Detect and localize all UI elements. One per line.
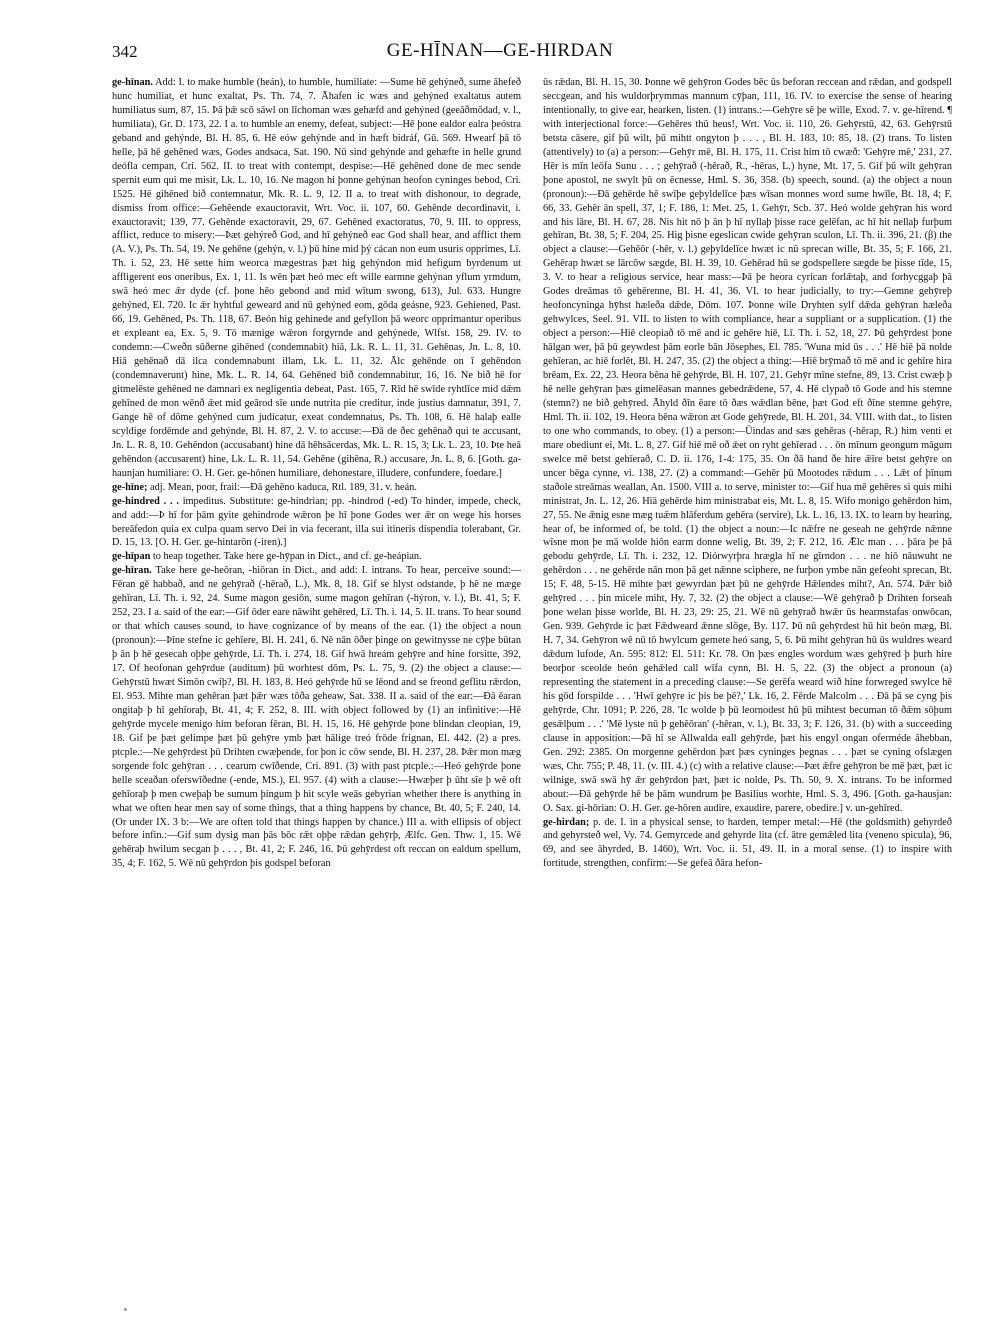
headword: ge-hirdan; [543, 816, 590, 828]
two-column-body [112, 76, 952, 1316]
headword: ge-hīpan [112, 551, 151, 563]
entry-text: adj. Mean, poor, frail:—Ðā gehēno kaduca, Rtl. 189, 31. v. heán. [150, 481, 417, 493]
entry-text: impeditus. Substitute: ge-hindrian; pp. -hindrod (-ed) To hinder, impede, check, and add:—Þ hī for þām gyite gehindrode wǣron þe hī þone Godes wer ǣr on wege his horses bereāfedon quia ex culpa quam servo Dei in via fecerant, illa sui itineris dispendia tolerabant, Gr. D. 15, 13. [O. H. Ger. ge-hintarōn (-iren).] [112, 495, 521, 549]
scan-speck [124, 1308, 127, 1311]
entry-ge-hinan [112, 76, 521, 481]
running-head: GE-HĪNAN—GE-HIRDAN [386, 40, 614, 61]
entry-ge-hipan [112, 550, 521, 564]
entry-text: p. de. I. in a physical sense, to harden, temper metal:—Hē (the goldsmith) gehyrdeð and gehyrsteð wel, Vy. 74. Gemyrcede and gehyrde lita (cf. ātre gemǣled lita (veneno spicula), 96, 69, and see āhyrded, B. 1460), Wrt. Voc. ii. 51, 49. II. in a moral sense. (1) to inspire with fortitude, strengthen, confirm:—Se gefeā ðāra hefon- [543, 816, 952, 870]
headword: ge-hīne; [112, 481, 148, 493]
left-column [112, 76, 521, 1316]
entry-ge-hiran [112, 564, 521, 871]
right-column [543, 76, 952, 1316]
headword: ge-hindred . . . [112, 495, 179, 507]
entry-ge-hine [112, 481, 521, 495]
entry-ge-hindred [112, 495, 521, 551]
entry-text: to heap together. Take here ge-hȳpan in Dict., and cf. ge-heápian. [152, 551, 422, 563]
entry-text: Add: I. to make humble (heán), to humble, humiliate: —Sume hē gehýneð, sume āhefeð hunc humiliat, et hunc exaltat, Ps. Th. 74, 7. Āhafen ic wæs and gehýned exaltatus autem humiliatus sum, 87, 15. Þā þǣ scō sāwl on līchoman wæs gehæfd and gehýned (geeāðmōdad, v. l., humiliata), Gr. D. 173, 22. I a. to humble an enemy, defeat, subject:—Hē þone ealdor ealra þeóstra geband and gehýnde, Bl. H. 85, 6. Hē eów gehýnde and in hæft bidráf, Gū. 569. Hwearf þā tō helle, þā hē gehēned wæs, Godes andsaca, Sat. 190. Nū sind gehýnde and gehæfte in helle grund deófla cempan, Cri. 562. II. to treat with contempt, despise:—Hē gehēned done de mec sende spernit eum qui me misit, Lk. L. 10, 16. Ne magon hi þonne gehýnan heofon cyninges bebod, Cri. 1525. Hē gihēned bið contemnatur, Mk. R. L. 9, 12. II a. to treat with dishonour, to degrade, dismiss from office:—Gehēende exauctoravit, Wrt. Voc. ii. 107, 60. Gehēnde decordinavit, i. exauctoravit; 139, 77. Gehēnde exactoravit, 29, 67. Gehēned exactoratus, 70, 9. III. to oppress, afflict, reduce to misery:—Þæt gehýreð God, and hī gehýneð eac God shall hear, and afflict them (A. V.), Ps. Th. 54, 19. Ne gehēne (gehýn, v. l.) þū hine mid þý cácan non eum usuris opprimes, Lī. Th. i. 52, 23. Hē sette him weorca mægestras þæt hig gehýndon mid hefigum byrdenum ut affligerent eos oneribus, Ex. 1, 11. Is wēn þæt heó mec eft wille earmne gehýnan yflum yrmdum, swā heó mec ǣr dyde (cf. þone hēo gebond and mid wītum swong, 613), Jul. 633. Hungre gehýned, El. 720. Ic ǣr hyhtful geweard and nū gehýned eom, gōda geásne, 923. Gehiened, Past. 66, 19. Gehēned, Ps. Th. 118, 67. Beón hig gehinede and gefyllon þā weorc opprimantur operibus et expleant ea, Ex. 5, 9. Tō mænige wǣron forgyrnde and gehýnede, Wlfst. 158, 29. IV. to condemn:—Cweðn sūðerne gihēned (condemnabit) hiā, Lk. R. L. 11, 31. Gehēnas, Jn. L. 8, 10. Hiā gehēnað dā ilca condemnabunt illam, Lk. L. 11, 32. Ālc gehēnde on ī gehēndon (condemnaverunt) hine, Mk. L. R. 14, 64. Gehēned bið condemnabitur, 16, 16. Ne bið hē for gitmelēste gehēned ne damnari ex negligentia debeat, Past. 165, 7. Rīd hē swīde ryhtlīce mid dǣm gehīned de mon wēnð ǣet mid geārod sīe unde nutrita pie creditur, inde justius damnatur, 391, 7. Gange hē of dōme gehýned cum judicatur, exeat condemnatus, Ps. Th. 108, 6. Hē halaþ ealle scyldige fordēmde and gehýnde, Bl. H. 87, 2. V. to accuse:—Ðā de ðec gehēnað qui te accusant, Jn. L. R. 8, 10. Gehēndon (accusabant) hine dā hēhsācerdas, Mk. L. R. 15, 3; Lk. L. 23, 10. Þte heā gehēndon (accusarent) hine, Lk. L. R. 11, 54. Gehēne (gihēna, R.) accusare, Jn. L. 8, 6. [Goth. ga-haunjan humiliare: O. H. Ger. ge-hōnen humiliare, dehonestare, illudere, confundere, foedare.] [112, 77, 521, 479]
headword: ge-hīnan. [112, 77, 153, 88]
entry-text: Take here ge-heōran, -hiōran in Dict., and add: I. intrans. To hear, perceive sound:—Fēran gē habbað, and ne gehȳrað (-hērað, L.), Mk. 8, 18. Gif se hlyst odstande, þ hē ne mæge gehīran, Lī. Th. i. 92, 24. Sume magon gesiōn, sume magon gehīran (-hýron, v. l.), Bt. 41, 5; F. 252, 23. I a. said of the ear:—Gif ōder eare nāwiht gehēred, Lī. Th. i. 14, 5. II. trans. To hear sound or that which causes sound, to have cognizance of by means of the ear. (1) the object a noun (pronoun):—Þīne stefne ic gehīere, Bl. H. 241, 6. Nē nān ōðer þinge on gewitnysse ne cȳþe būtan þ ān þ hē gesecah oþþe gehȳrde, Lī. Th. i. 274, 18. Gif hwā hreám gehȳre and hine forsitte, 392, 17. Of heofonan gehȳrdue (auditum) þū worhtest dōm, Ps. L. 75, 9. (2) the object a clause:—Gehȳrstū hwæt Simōn cwiþ?, Bl. H. 183, 8. Heó gehȳrde hū se lēond and se freond geflitu rǣrdon, El. 953. Mihte man gehēran þæt þǣr wæs tōða geheaw, Sat. 338. II a. said of the ear:—Ðā ēaran ongitaþ þ hī gehīoraþ, Bt. 41, 4; F. 252, 8. III. with object followed by (1) an infinitive:—Hē gehȳrde mycele menigo him beforan fēran, Bl. H. 15, 16. Hē gehȳrde þone blindan cleopian, 19, 18. Gif þe þæt gelimpe þæt þū gehȳre ymb þæt hālige treó frōde frignan, El. 442. (2) a pres. ptcple.:—Ne gehȳrdest þū Drihten cwæþende, for þon ic cōw sende, Bl. H. 237, 28. Þǣr mon mæg sorgende folc gehȳran . . . cearum cwīðende, Cri. 891. (3) with past ptcple.:—Heó gehȳrde þone helle sceaðan oferswīðedne (-ende, MS.), El. 957. (4) with a clause:—Hwæþer þ ūht sīe þ wē oft gehīoraþ þ men cweþaþ be sumum þingum þ hit scyle weās gebyrian whether there is anything in what we often hear men say of some things, that a thing happens by chance, Bt. 40, 5; F. 240, 14. (Or under IX. 3 b:—We are often told that things happen by chance.) III a. with ellipsis of object before infin.:—Gif sum dysig man þās bōc rǣt oþþe rǣdan gehȳrþ, Ælfc. Gen. Thw. 1, 15. Wē gehēraþ hwilum secgan þ . . . , Bt. 41, 2; F. 246, 16. Þū gehȳrdest oft reccan on ealdum spellum, 35, 4; F. 162, 5. Wē nū gehȳrdon þis godspel beforan [112, 565, 521, 870]
headword: ge-hīran. [112, 565, 152, 577]
entry-ge-hirdan [543, 816, 952, 872]
entry-text: ūs rǣdan, Bl. H. 15, 30. Þonne wē gehȳron Godes bēc ūs beforan reccean and rǣdan, and godspell seccgean, and his wuldorþrymmas mannum cȳþan, 111, 16. IV. to exercise the sense of hearing intentionally, to give ear, hearken, listen. (1) intrans.:—Gehȳre sē þe wille, Exod. 7. v. ge-hīrend. ¶ with interjectional force:—Gehēres thū heus!, Wrt. Voc. ii. 110, 26. Gehȳrstū, 42, 63. Gehȳrstū betsta cāsere, gif þū wilt, þū mihtt ongyton þ . . . , Bl. H. 183, 10: 85, 18. (2) trans. To listen (attentively) to (a) a person:—Gehȳr mē, Bl. H. 175, 11. Crist him tō cwæð: 'Gehȳre mē,' 231, 27. Hēr is mīn leōfa Sunu . . . ; gehȳrað (-hērað, R., -hēras, L.) hyne, Mt. 17, 5. Gif þū wilt gehȳran þone apostol, ne swylt þū on ēcnesse, Hml. S. 36, 358. (b) speech, sound. (a) the object a noun (pronoun):—Ðā gehērde hē swīþe geþyldelīce þæs wīsan monnes word sume hwīle, Bt. 18, 4; F. 66, 33. Gehēr ān spell, 37, 1; F. 186, 1: Met. 25, 1. Gehȳr, Scb. 37. Heó wolde gehȳran his word and his lāre, Bl. H. 67, 28. Nis hit nō þ ān þ hī nyllaþ þisse race gelēfan, ac hī hit nellaþ furþum gehīran, Bt. 38, 5; F. 204, 25. Hig þisne egeslican cwide gehȳran sculon, Lī. Th. ii. 396, 21. (β) the object a clause:—Gehēōr (-hēr, v. l.) geþyldelīce hwæt ic nū sprecan wille, Bt. 35, 5; F. 166, 21. Gehērap hwæt se lārcōw sægde, Bl. H. 39, 10. Gehērad hū se godspellere sægde be þisse tīde, 15, 3. V. to hear a religious service, hear mass:—Þā þe heora cyrican forlǣtaþ, and forhycggaþ þā Godes dreāmas tō gehērenne, Bl. H. 41, 36. VI. to hear judicially, to try:—Gemne gehȳreþ heofoncyninga hȳhst hæleða dǣde, Dōm. 107. Þonne wile Dryhten sylf dǣda gehȳran hæleða gehwylces, Seel. 91. VII. to listen to with compliance, hear a suppliant or a supplication. (1) the object a person:—Hiē cleopiað tō mē and ic gehēre hiē, Lī. Th. i. 52, 18, 27. Þū gehȳrdest þone hālgan wer, þā þū geywdest þām eorle bān Jōsephes, El. 785. 'Wuna mid ūs . . .' Hē hiē þā nolde gehīeran, ac hiē forlēt, Bl. H. 247, 35. (2) the object a thing:—Hiē brȳmað tō mē and ic gehīre hira brēam, Ex. 22, 23. Heora bēna hē gehȳrde, Bl. H. 107, 21. Gehȳr mīne stefne, 89, 13. Crist cwæþ þ hē nelle gehȳran þæs gimelēasan mannes gebedrǣdene, 57, 4. Hē clypað tō Gode and his stemne (stemn?) ne bið gehȳred. Āhyld ðīn ēare tō ðæs wǣdlan bēne, þæt God eft ðīne stemne gehȳre, Hml. Th. ii. 102, 19. Heora bēna wǣron æt Gode gehȳrede, Bl. H. 201, 34. VIII. with dat., to listen to one who commands, to obey. (1) a person:—Ūindas and sæs gehēras (-hērap, R.) him venti et mare obediunt ei, Mt. L. 8, 27. Gif hiē mē oð ǣet on ryht gehīerad . . . ōn mīnum geongum māgum swelce mē betst gehīerað, C. D. ii. 176, 1-4: 175, 35. On ðā hand ðe hire ǣīre betst gehȳre on uncer bēga cynne, vi. 138, 27. (2) a command:—Gehēr þū Mootodes rǣdum . . . Lǣt of þīnum staðole streāmas weallan, An. 1500. VIII a. to serve, minister to:—Gif hua mē gehēres si quis mihi ministrat, Jn. L. 12, 26. Hiā gehērde him ministrabat eis, Mt. L. 8, 15. Wifo monigo gehērdon him, 27, 55. Ne ǣnig esne mæg tuǣm hlāferdum gehēra (servire), Lk. L. 16, 13. IX. to learn by hearing, hear of, be informed of, be told. (1) the object a noun:—Ic nǣfre ne geseah ne gehȳrde nǣnne wīsne mon þe mā wolde hiōn earm donne welig, Bt. 39, 2; F. 212, 16. Ǣlc man . . . þāra þe þā gebodu gehȳrde, Lī. Th. i. 232, 12. Diórwyrþra hrægla hī ne gīrndon . . . ne hiō nāuwuht ne gehērdon . . . ne gehērde nān mon þā get nǣnne sciphere, ne furþon ymbe nān gefeoht sprecan, Bt. 15; F. 48, 5-15. Hē mihte þæt gewyrdan þæt þū ne gehȳrde Hǣlendes miht?, An. 574. Þǣr bið gehȳred . . . þin micele miht, Hy. 7, 32. (2) the object a clause:—Wē gehȳrað þ Drihten forseah þone welan þisse worlde, Bl. H. 23, 29: 25, 21. Wē nū gehȳrað hwǣr ūs hearmstafas onwōcan, Gen. 939. Gehȳrde ic þæt Fǣdweard ǣnne slōge, By. 117. Þū nū gehȳrdest hū hit beón mæg, Bl. H. 7, 34. Gehȳron wē nū tō hwylcum gemete heó sang, 5, 6. Þū miht gehȳran hū ūs wuldres weard dǣdum lufode, An. 595: 812: El. 511: Kr. 78. On þæs engles wordum wæs gehȳred þ þurh hire beorþor sceolde beón gehǣled call wīfa cynn, Bl. H. 5, 22. (3) the object a pronoun (a) representing the statement in a preceding clause:—Se gerēfa weard wið hine forwreged swylce hē his gōd forspilde . . . 'Hwī gehȳre ic þis be þē?,' Lk. 16, 2. Fērde Malcolm . . . Ðā þā se cyng þis gehȳrde, Chr. 1091; P. 226, 28. 'Ic wolde þ þū leornodest hū þū mihtest becuman tō ðǣm sōþum gesǣlþum . . .' 'Mē lyste nū þ gehēōran' (-hēran, v. l.), Bt. 33, 3; F. 126, 31. (b) with a succeeding clause in apposition:—Þā hī se Allwalda eall gehȳrde, þæt his engyl ongan oferméde āhebban, Gen. 292: 2385. On morgenne gehērdon þæt þæs cyninges þegnas . . . þæt se cyning ofslægen wæs, Chr. 755; P. 48, 11. (v. III. 4.) (c) with a relative clause:—Þæt ǣfre gehȳron be mē þæt, þæt ic wilnige, swā swā hȳ ǣr gehȳrdon þæt, þæt ic nolde, Ps. Th. 50, 9. X. intrans. To be informed about:—Ðā gehȳrde hē be þām wundrum þe Basilius worhte, Hml. S. 3, 496. [Goth. ga-hausjan: O. Sax. gi-hōrian: O. H. Ger. ge-hōren audire, exaudire, parere, obedire.] v. un-gehīred. [543, 77, 952, 814]
page-number: 342 [112, 42, 138, 61]
entry-ge-hiran-continued [543, 76, 952, 816]
